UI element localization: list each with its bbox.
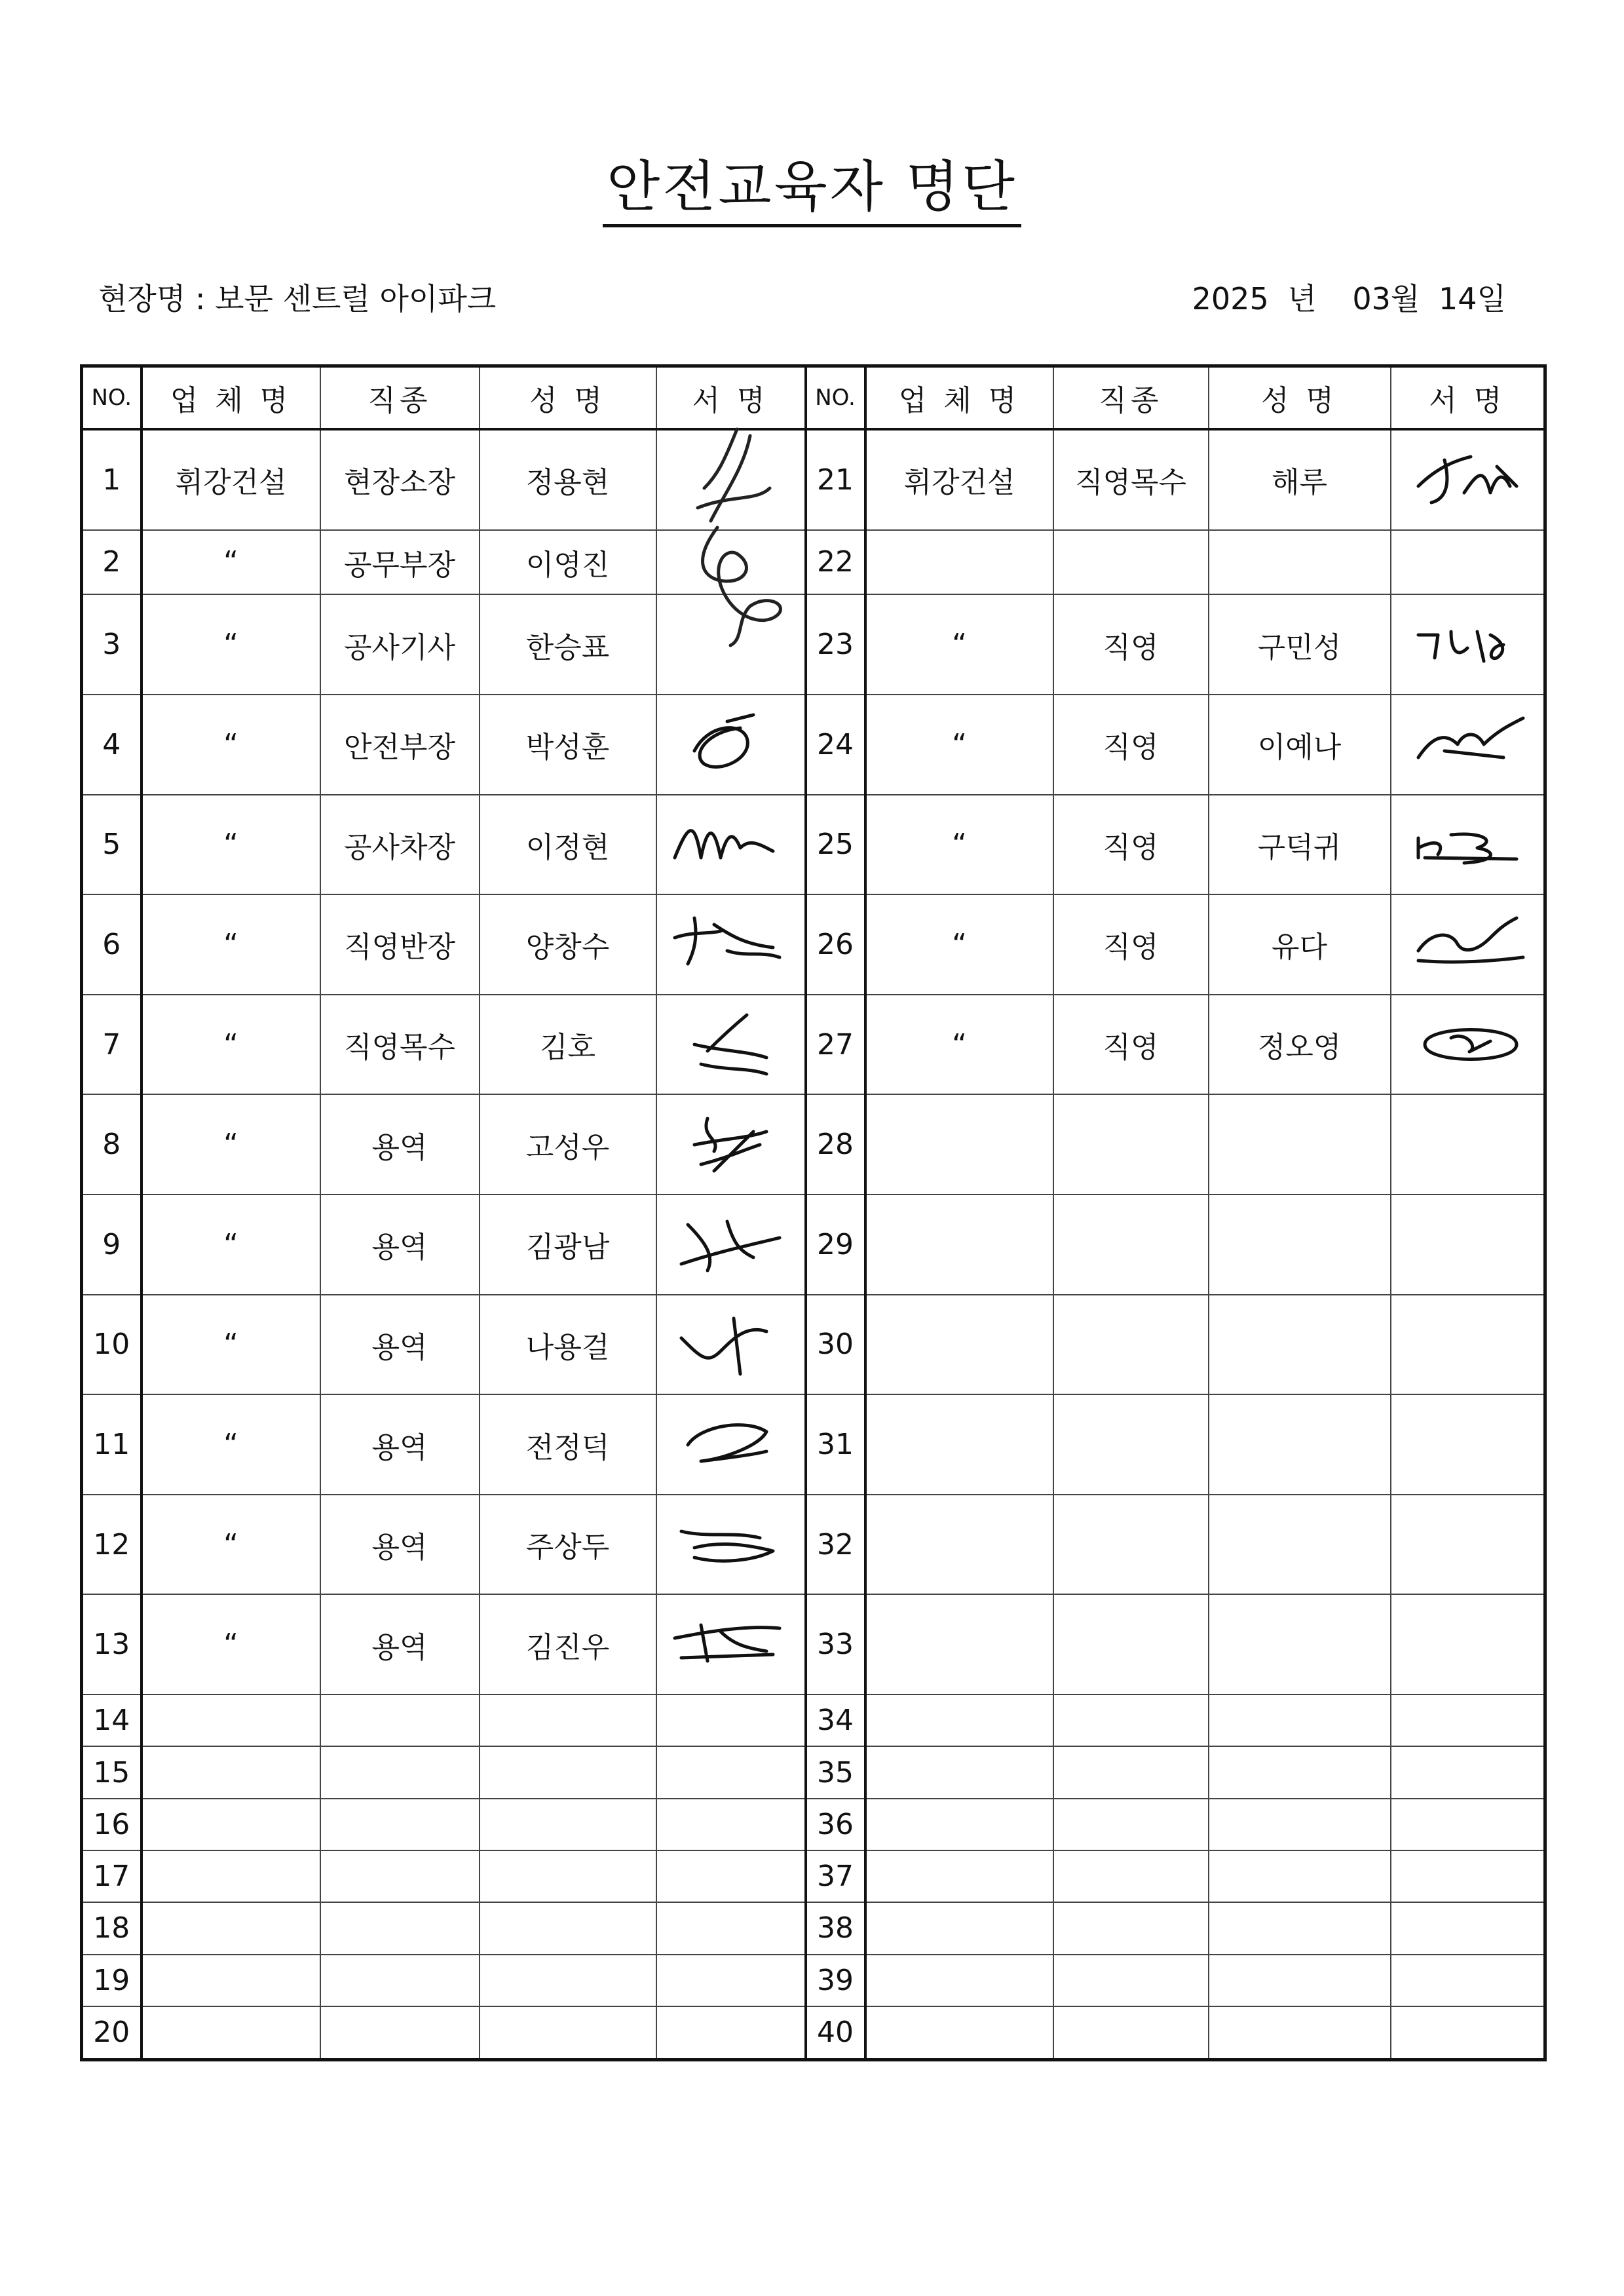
- name-cell: 구덕귀: [1209, 795, 1391, 895]
- name-cell: [1209, 1295, 1391, 1395]
- signature-cell: [1391, 894, 1545, 995]
- signature-cell: [1391, 1195, 1545, 1295]
- signature-image: [1405, 911, 1530, 977]
- company-cell: “: [142, 695, 320, 795]
- table-row: [82, 429, 1545, 530]
- name-cell: 해루: [1209, 429, 1391, 530]
- job-cell: 용역: [320, 1094, 480, 1195]
- row-number: 20: [82, 2006, 142, 2060]
- name-cell: 주상두: [480, 1495, 656, 1595]
- signature-image: [668, 712, 793, 777]
- company-cell: [142, 1746, 320, 1798]
- name-cell: [1209, 2006, 1391, 2060]
- signature-cell: [1391, 1955, 1545, 2006]
- signature-cell: [656, 894, 806, 995]
- signature-image: [668, 1012, 793, 1077]
- header-job: 직종: [320, 366, 480, 429]
- table-row: [82, 1799, 1545, 1850]
- row-number: 4: [82, 695, 142, 795]
- row-number: 39: [806, 1955, 865, 2006]
- site-name: 보문 센트럴 아이파크: [215, 281, 497, 316]
- company-cell: [865, 1495, 1053, 1595]
- company-cell: [865, 1295, 1053, 1395]
- row-number: 9: [82, 1195, 142, 1295]
- table-row: [82, 1495, 1545, 1595]
- signature-cell: [1391, 1295, 1545, 1395]
- row-number: 18: [82, 1902, 142, 1954]
- name-cell: 이예나: [1209, 695, 1391, 795]
- row-number: 6: [82, 894, 142, 995]
- job-cell: 공사기사: [320, 594, 480, 695]
- row-number: 36: [806, 1799, 865, 1850]
- signature-cell: [1391, 2006, 1545, 2060]
- row-number: 16: [82, 1799, 142, 1850]
- name-cell: [1209, 1495, 1391, 1595]
- job-cell: [320, 2006, 480, 2060]
- name-cell: 나용걸: [480, 1295, 656, 1395]
- table-row: [82, 1394, 1545, 1495]
- signature-image: [668, 911, 793, 977]
- company-cell: [865, 2006, 1053, 2060]
- job-cell: [1053, 2006, 1209, 2060]
- row-number: 26: [806, 894, 865, 995]
- signature-image: [1405, 812, 1530, 877]
- name-cell: 이영진: [480, 530, 656, 595]
- company-cell: [865, 1799, 1053, 1850]
- date-month: 03월: [1352, 281, 1420, 316]
- name-cell: [1209, 1746, 1391, 1798]
- name-cell: 이정현: [480, 795, 656, 895]
- job-cell: [320, 1799, 480, 1850]
- signature-cell: [1391, 1495, 1545, 1595]
- name-cell: [480, 1902, 656, 1954]
- signature-cell: [656, 1495, 806, 1595]
- row-number: 13: [82, 1594, 142, 1694]
- name-cell: [1209, 1955, 1391, 2006]
- job-cell: [1053, 1694, 1209, 1746]
- row-number: 28: [806, 1094, 865, 1195]
- company-cell: [865, 1746, 1053, 1798]
- company-cell: “: [142, 1495, 320, 1595]
- row-number: 7: [82, 995, 142, 1095]
- name-cell: [480, 2006, 656, 2060]
- job-cell: 용역: [320, 1394, 480, 1495]
- header-no: NO.: [806, 366, 865, 429]
- header-sign: 서 명: [656, 366, 806, 429]
- attendance-table: [80, 364, 1547, 2061]
- row-number: 19: [82, 1955, 142, 2006]
- job-cell: 직영목수: [1053, 429, 1209, 530]
- header-name: 성 명: [480, 366, 656, 429]
- signature-cell: [656, 1955, 806, 2006]
- table-row: [82, 1902, 1545, 1954]
- site-label: 현장명: [98, 281, 186, 316]
- table-row: [82, 894, 1545, 995]
- company-cell: “: [142, 1295, 320, 1395]
- row-number: 3: [82, 594, 142, 695]
- row-number: 33: [806, 1594, 865, 1694]
- company-cell: 휘강건설: [142, 429, 320, 530]
- company-cell: “: [865, 894, 1053, 995]
- job-cell: [320, 1902, 480, 1954]
- signature-cell: [656, 795, 806, 895]
- row-number: 23: [806, 594, 865, 695]
- row-number: 11: [82, 1394, 142, 1495]
- job-cell: 용역: [320, 1195, 480, 1295]
- signature-cell: [656, 1746, 806, 1798]
- signature-image: [1405, 1012, 1530, 1077]
- signature-image: [668, 1112, 793, 1177]
- signature-cell: [1391, 594, 1545, 695]
- company-cell: 휘강건설: [865, 429, 1053, 530]
- signature-cell: [656, 1694, 806, 1746]
- company-cell: [142, 1955, 320, 2006]
- job-cell: 용역: [320, 1495, 480, 1595]
- job-cell: 직영: [1053, 995, 1209, 1095]
- signature-cell: [656, 1295, 806, 1395]
- company-cell: [865, 1594, 1053, 1694]
- signature-cell: [656, 1394, 806, 1495]
- job-cell: 공사차장: [320, 795, 480, 895]
- table-row: [82, 1094, 1545, 1195]
- table-row: [82, 530, 1545, 595]
- company-cell: [142, 2006, 320, 2060]
- name-cell: [1209, 1394, 1391, 1495]
- signature-cell: [1391, 795, 1545, 895]
- job-cell: 현장소장: [320, 429, 480, 530]
- company-cell: [142, 1694, 320, 1746]
- job-cell: [320, 1850, 480, 1902]
- header-company: 업 체 명: [865, 366, 1053, 429]
- table-row: [82, 1694, 1545, 1746]
- job-cell: [320, 1746, 480, 1798]
- signature-cell: [656, 2006, 806, 2060]
- job-cell: [1053, 1295, 1209, 1395]
- row-number: 2: [82, 530, 142, 595]
- job-cell: 용역: [320, 1594, 480, 1694]
- signature-cell: [656, 1094, 806, 1195]
- signature-image: [668, 1212, 793, 1277]
- signature-cell: [656, 1594, 806, 1694]
- job-cell: 직영반장: [320, 894, 480, 995]
- company-cell: [142, 1850, 320, 1902]
- job-cell: [1053, 1394, 1209, 1495]
- row-number: 1: [82, 429, 142, 530]
- page-title: [0, 143, 1624, 222]
- signature-cell: [656, 1850, 806, 1902]
- name-cell: 고성우: [480, 1094, 656, 1195]
- company-cell: “: [142, 1195, 320, 1295]
- company-cell: “: [142, 1094, 320, 1195]
- signature-cell: [1391, 995, 1545, 1095]
- name-cell: [480, 1850, 656, 1902]
- name-cell: [1209, 1094, 1391, 1195]
- name-cell: [1209, 1195, 1391, 1295]
- row-number: 27: [806, 995, 865, 1095]
- site-separator: :: [195, 281, 206, 316]
- name-cell: [1209, 1799, 1391, 1850]
- row-number: 5: [82, 795, 142, 895]
- signature-image: [668, 812, 793, 877]
- company-cell: “: [865, 795, 1053, 895]
- name-cell: 김광남: [480, 1195, 656, 1295]
- name-cell: [1209, 1694, 1391, 1746]
- job-cell: 공무부장: [320, 530, 480, 595]
- signature-image: [668, 1612, 793, 1677]
- company-cell: “: [142, 894, 320, 995]
- row-number: 38: [806, 1902, 865, 1954]
- signature-image: [1405, 447, 1530, 512]
- table-row: [82, 1295, 1545, 1395]
- table-row: [82, 1955, 1545, 2006]
- table-row: [82, 995, 1545, 1095]
- job-cell: [1053, 1902, 1209, 1954]
- company-cell: [865, 1955, 1053, 2006]
- job-cell: 직영: [1053, 695, 1209, 795]
- row-number: 31: [806, 1394, 865, 1495]
- company-cell: “: [142, 795, 320, 895]
- name-cell: [1209, 1850, 1391, 1902]
- row-number: 32: [806, 1495, 865, 1595]
- signature-cell: [1391, 1094, 1545, 1195]
- table-header-row: [82, 366, 1545, 429]
- name-cell: [480, 1955, 656, 2006]
- signature-cell: [656, 1195, 806, 1295]
- name-cell: [480, 1799, 656, 1850]
- row-number: 8: [82, 1094, 142, 1195]
- job-cell: [1053, 1594, 1209, 1694]
- signature-cell: [1391, 530, 1545, 595]
- signature-image: [668, 1312, 793, 1377]
- row-number: 24: [806, 695, 865, 795]
- signature-cell: [1391, 1594, 1545, 1694]
- header-job: 직종: [1053, 366, 1209, 429]
- table-row: [82, 1850, 1545, 1902]
- job-cell: 직영: [1053, 594, 1209, 695]
- company-cell: [865, 1694, 1053, 1746]
- job-cell: 직영: [1053, 795, 1209, 895]
- signature-cell: [656, 995, 806, 1095]
- row-number: 40: [806, 2006, 865, 2060]
- row-number: 12: [82, 1495, 142, 1595]
- table-row: [82, 1195, 1545, 1295]
- company-cell: [865, 1850, 1053, 1902]
- name-cell: 김진우: [480, 1594, 656, 1694]
- signature-cell: [1391, 1746, 1545, 1798]
- date-day: 14일: [1439, 281, 1506, 316]
- company-cell: [865, 1394, 1053, 1495]
- signature-cell: [1391, 429, 1545, 530]
- header-no: NO.: [82, 366, 142, 429]
- row-number: 17: [82, 1850, 142, 1902]
- company-cell: [865, 530, 1053, 595]
- job-cell: [320, 1694, 480, 1746]
- header-name: 성 명: [1209, 366, 1391, 429]
- row-number: 22: [806, 530, 865, 595]
- date-year-unit: 년: [1287, 281, 1317, 316]
- name-cell: 김호: [480, 995, 656, 1095]
- job-cell: [1053, 1195, 1209, 1295]
- site-line: [98, 275, 496, 318]
- name-cell: [1209, 1594, 1391, 1694]
- table-row: [82, 1746, 1545, 1798]
- name-cell: [480, 1694, 656, 1746]
- job-cell: [1053, 1799, 1209, 1850]
- company-cell: [142, 1902, 320, 1954]
- signature-cell: [656, 594, 806, 695]
- signature-image: [1405, 712, 1530, 777]
- name-cell: 정용현: [480, 429, 656, 530]
- job-cell: [1053, 1746, 1209, 1798]
- table-row: [82, 2006, 1545, 2060]
- name-cell: 박성훈: [480, 695, 656, 795]
- company-cell: [865, 1195, 1053, 1295]
- company-cell: [865, 1094, 1053, 1195]
- row-number: 37: [806, 1850, 865, 1902]
- name-cell: [1209, 530, 1391, 595]
- signature-image: [668, 1512, 793, 1577]
- signature-cell: [656, 1902, 806, 1954]
- job-cell: [320, 1955, 480, 2006]
- row-number: 35: [806, 1746, 865, 1798]
- company-cell: “: [142, 530, 320, 595]
- company-cell: “: [865, 594, 1053, 695]
- signature-cell: [656, 695, 806, 795]
- table-row: [82, 594, 1545, 695]
- row-number: 29: [806, 1195, 865, 1295]
- company-cell: “: [865, 695, 1053, 795]
- signature-cell: [656, 429, 806, 530]
- row-number: 21: [806, 429, 865, 530]
- table-row: [82, 795, 1545, 895]
- name-cell: 전정덕: [480, 1394, 656, 1495]
- name-cell: 정오영: [1209, 995, 1391, 1095]
- name-cell: [1209, 1902, 1391, 1954]
- row-number: 10: [82, 1295, 142, 1395]
- company-cell: “: [142, 1594, 320, 1694]
- company-cell: “: [142, 594, 320, 695]
- date-year: 2025: [1192, 281, 1269, 316]
- company-cell: “: [142, 995, 320, 1095]
- table-row: [82, 1594, 1545, 1694]
- name-cell: [480, 1746, 656, 1798]
- name-cell: 유다: [1209, 894, 1391, 995]
- row-number: 14: [82, 1694, 142, 1746]
- job-cell: [1053, 530, 1209, 595]
- header-company: 업 체 명: [142, 366, 320, 429]
- job-cell: [1053, 1955, 1209, 2006]
- job-cell: [1053, 1850, 1209, 1902]
- signature-cell: [1391, 1850, 1545, 1902]
- job-cell: [1053, 1495, 1209, 1595]
- signature-cell: [1391, 1902, 1545, 1954]
- signature-cell: [656, 1799, 806, 1850]
- job-cell: [1053, 1094, 1209, 1195]
- company-cell: [865, 1902, 1053, 1954]
- company-cell: “: [865, 995, 1053, 1095]
- signature-image: [1405, 612, 1530, 678]
- signature-cell: [1391, 695, 1545, 795]
- job-cell: 안전부장: [320, 695, 480, 795]
- signature-cell: [1391, 1799, 1545, 1850]
- date-line: [1183, 275, 1506, 318]
- page-title-text: 안전교육자 명단: [603, 155, 1021, 227]
- job-cell: 직영목수: [320, 995, 480, 1095]
- signature-cell: [656, 530, 806, 595]
- row-number: 15: [82, 1746, 142, 1798]
- signature-cell: [1391, 1394, 1545, 1495]
- job-cell: 직영: [1053, 894, 1209, 995]
- company-cell: [142, 1799, 320, 1850]
- job-cell: 용역: [320, 1295, 480, 1395]
- row-number: 25: [806, 795, 865, 895]
- name-cell: 구민성: [1209, 594, 1391, 695]
- signature-image: [668, 1412, 793, 1478]
- table-row: [82, 695, 1545, 795]
- name-cell: 양창수: [480, 894, 656, 995]
- signature-cell: [1391, 1694, 1545, 1746]
- company-cell: “: [142, 1394, 320, 1495]
- header-sign: 서 명: [1391, 366, 1545, 429]
- row-number: 30: [806, 1295, 865, 1395]
- name-cell: 한승표: [480, 594, 656, 695]
- row-number: 34: [806, 1694, 865, 1746]
